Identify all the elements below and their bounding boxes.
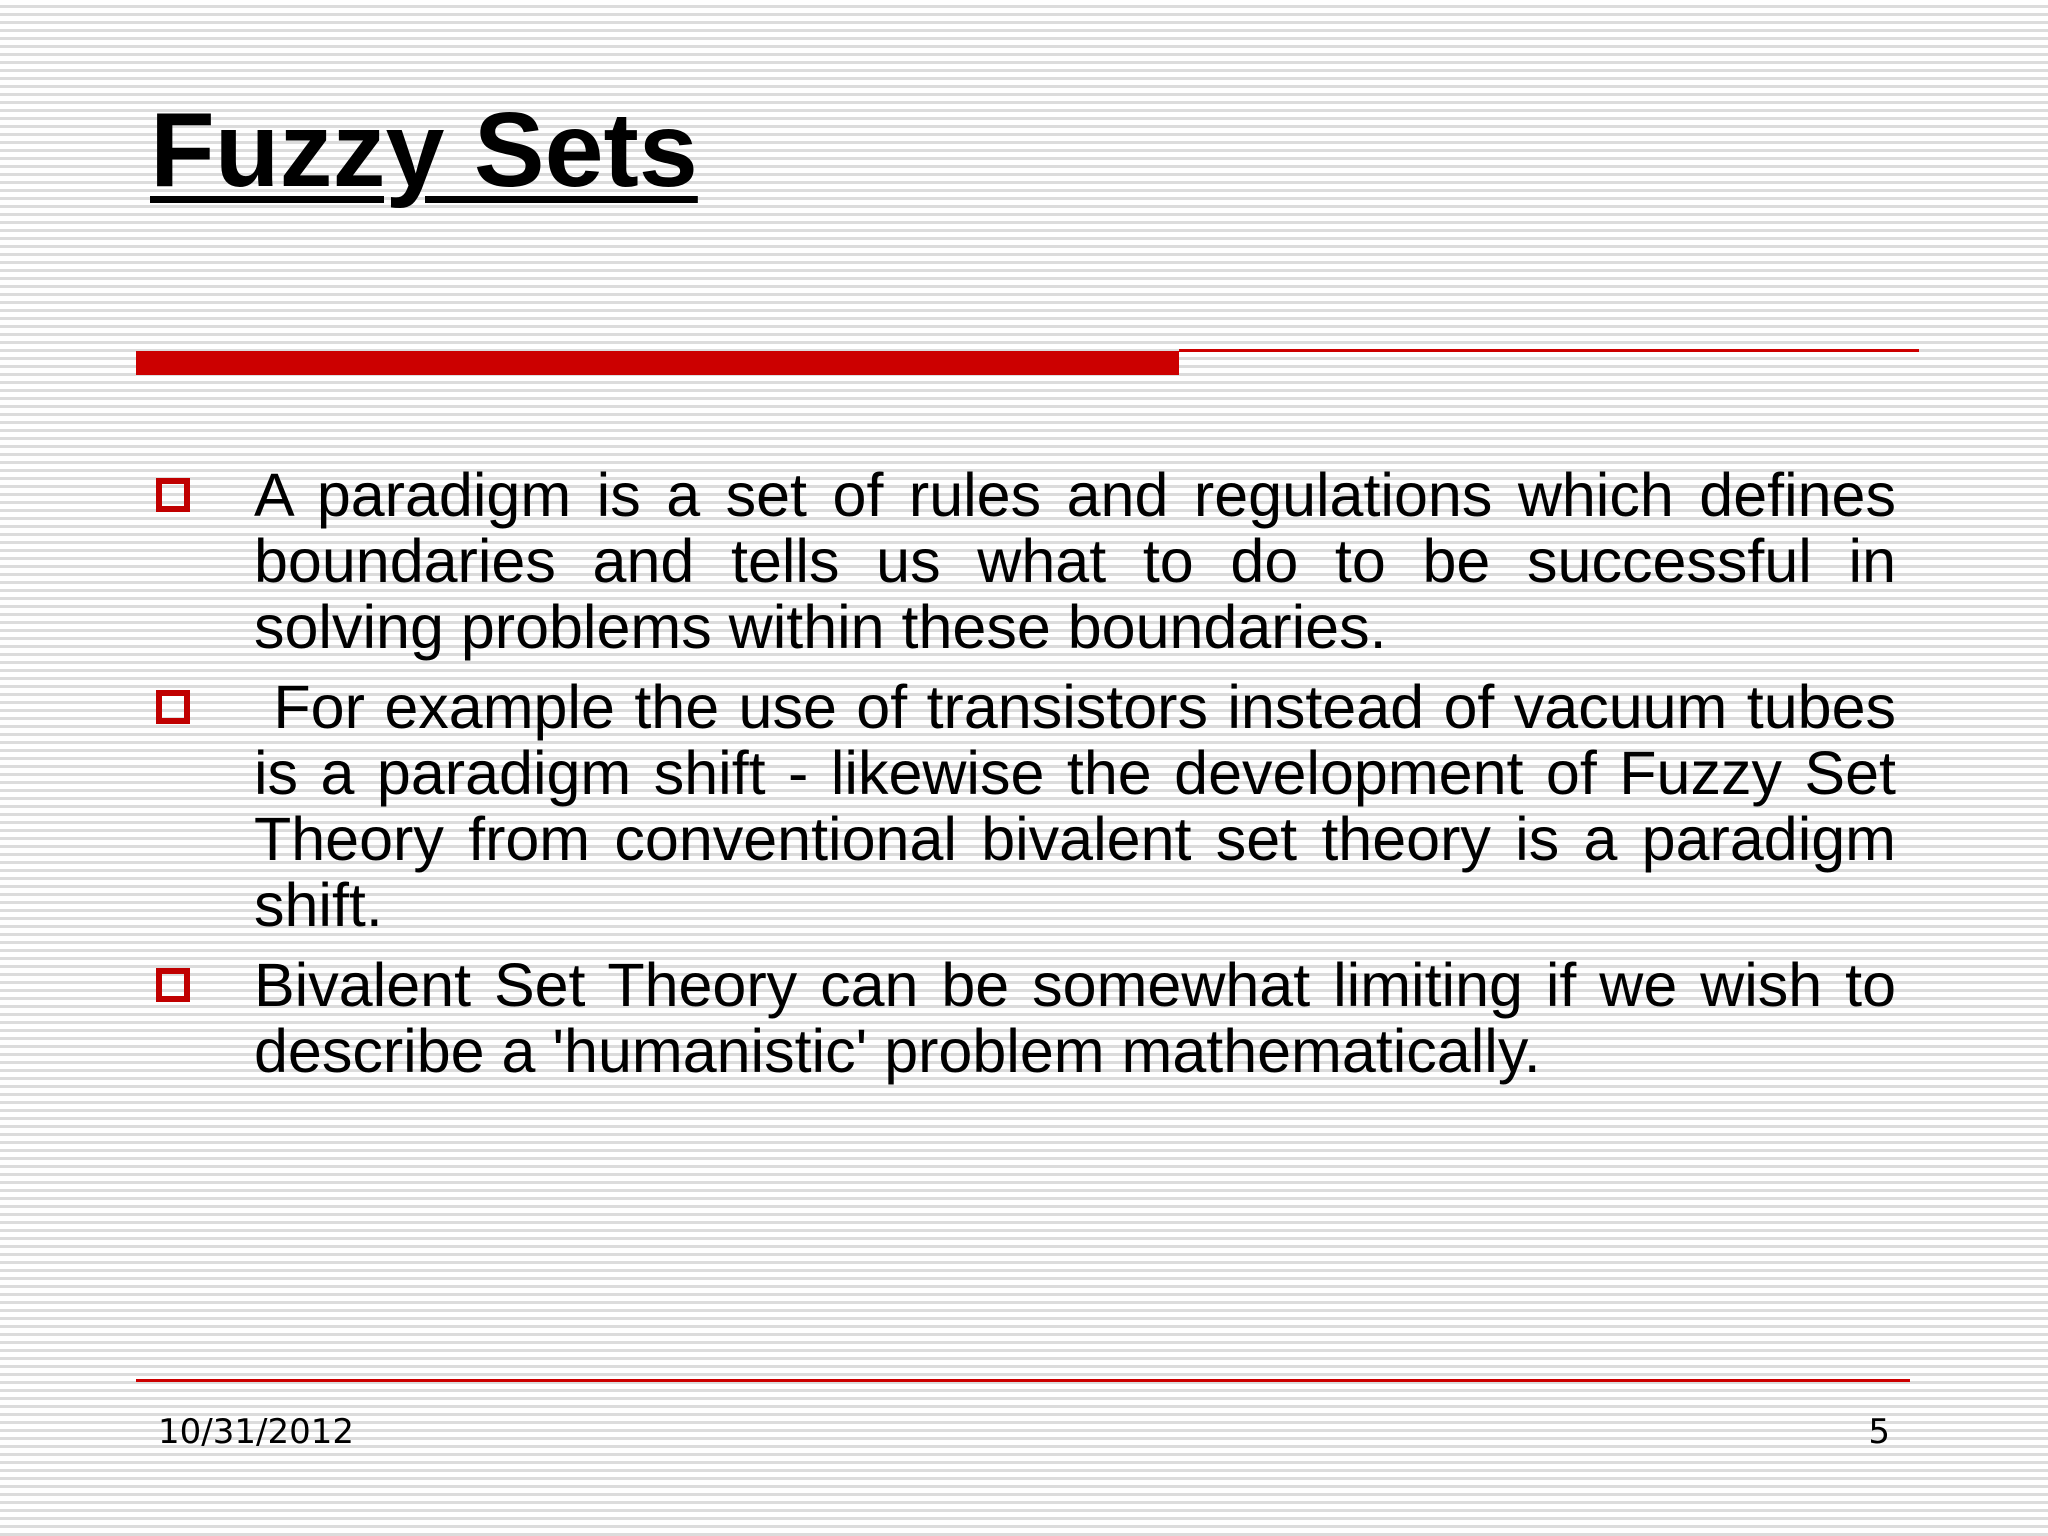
bullet-list <box>150 461 1913 1098</box>
bullet-item <box>150 673 1913 939</box>
hollow-square-bullet-icon <box>156 690 190 724</box>
bullet-item <box>150 952 1896 1084</box>
title-divider-thin <box>1179 349 1919 352</box>
page-number: 5 <box>1868 1412 1890 1452</box>
slide-title: Fuzzy Sets <box>150 91 698 209</box>
bullet-text: A paradigm is a set of rules and regulations which defines boundaries and tells us what to do to be successful in solving problems within these boundaries. <box>254 461 1896 661</box>
bullet-text: Bivalent Set Theory can be somewhat limiting if we wish to describe a 'humanistic' problem mathematically. <box>254 951 1896 1085</box>
bullet-text: For example the use of transistors instead of vacuum tubes is a paradigm shift - likewise the development of Fuzzy Set Theory from conventional bivalent set theory is a paradigm shift. <box>254 673 1913 939</box>
footer-divider <box>136 1379 1910 1382</box>
hollow-square-bullet-icon <box>156 968 190 1002</box>
bullet-item <box>150 462 1896 660</box>
hollow-square-bullet-icon <box>156 478 190 512</box>
title-divider-thick <box>136 351 1179 375</box>
footer-date: 10/31/2012 <box>158 1412 354 1452</box>
